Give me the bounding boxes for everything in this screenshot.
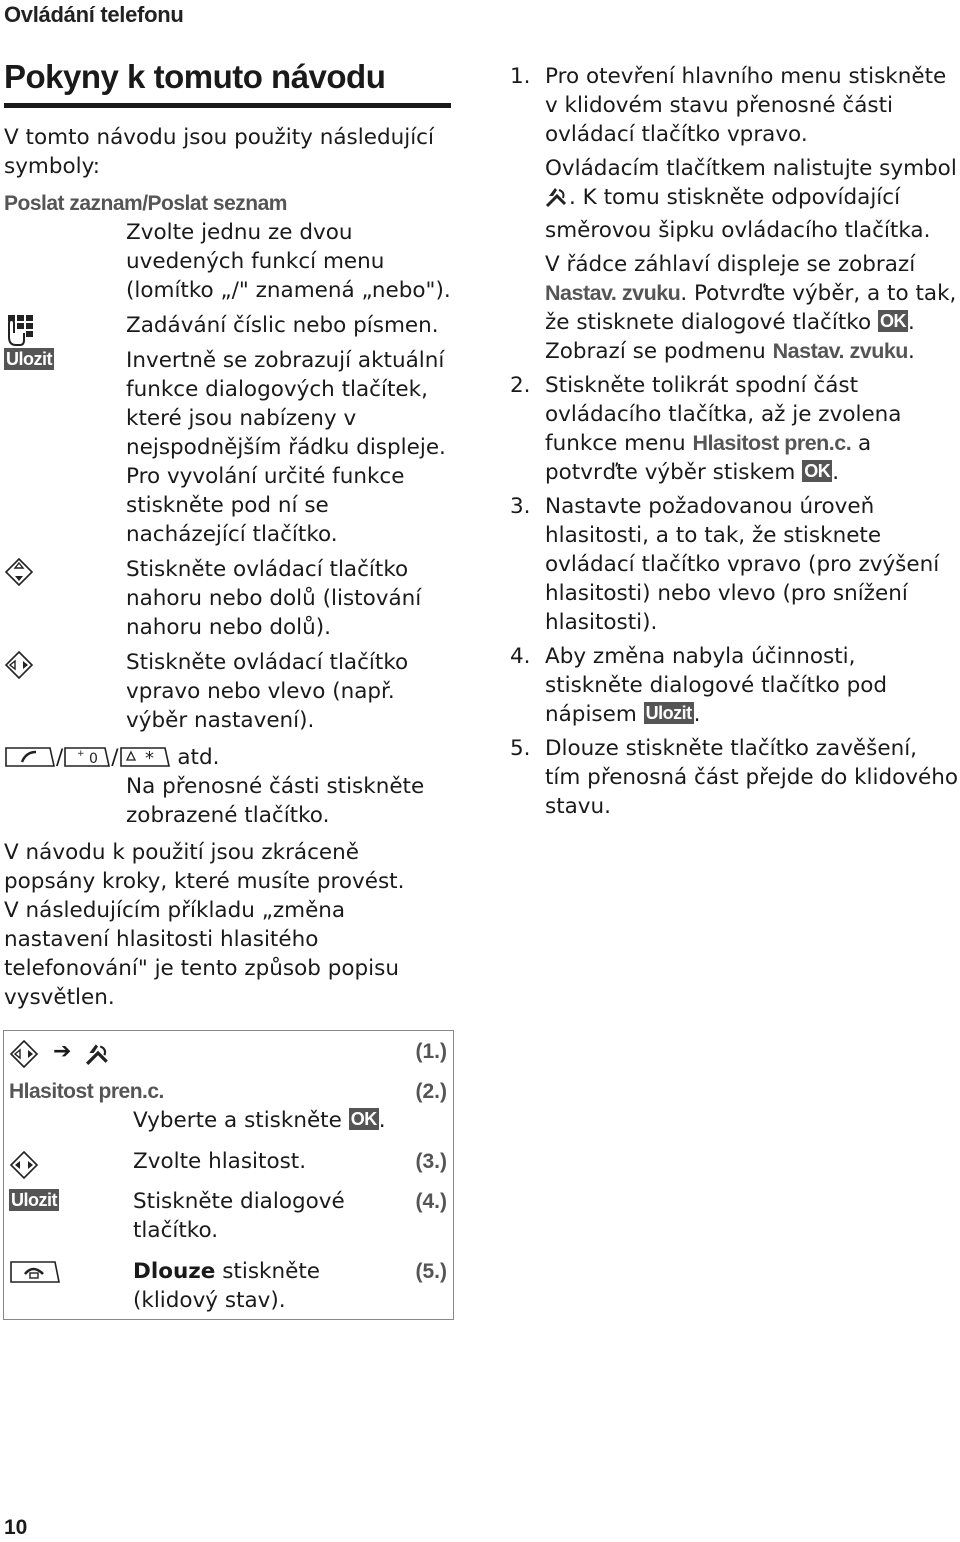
- step-text: a potvrďte výběr stiskem: [545, 431, 872, 485]
- step-number: 1.: [510, 64, 531, 89]
- symbol-nav-leftright: [4, 648, 452, 735]
- step-text: .: [378, 1108, 386, 1133]
- menu-name: Hlasitost pren.c.: [692, 431, 852, 455]
- step-2: [510, 371, 958, 487]
- example-text: [133, 1106, 408, 1135]
- step-text: Vyberte a stiskněte: [133, 1108, 342, 1133]
- step-number: 4.: [510, 644, 531, 669]
- nav-key-up-down-icon: [4, 557, 34, 595]
- ok-softkey: OK: [879, 311, 906, 331]
- nav-leftright-desc: Stiskněte ovládací tlačítko vpravo nebo vlevo (např. výběr nastavení).: [126, 650, 409, 733]
- softkey-desc: Invertně se zobrazují aktuální funkce dialogových tlačítek, které jsou nabízeny v nejspodnějším řádku displeje. Pro vyvolání určité funkce stiskněte pod ní se nacházející tlačítko.: [126, 348, 446, 547]
- symbol-nav-updown: [4, 555, 452, 642]
- svg-text:*: *: [144, 748, 154, 768]
- symbol-menu-option: [4, 218, 452, 305]
- symbol-softkey: [4, 346, 452, 549]
- menu-name: Nastav. zvuku: [545, 281, 681, 305]
- example-row-4: [9, 1187, 447, 1245]
- nav-key-right-icon: [9, 1039, 39, 1077]
- step-text: Nastavte požadovanou úroveň hlasitosti, a to tak, že stisknete ovládací tlačítko vpravo (pro zvýšení hlasitosti) nebo vlevo (pro snížení hlasitosti).: [545, 494, 940, 635]
- example-step-number: (3.): [415, 1150, 447, 1173]
- step-1-sub-2: [545, 250, 958, 366]
- softkey-label: Ulozit: [11, 1190, 57, 1210]
- ok-softkey: OK: [350, 1109, 377, 1129]
- step-number: 5.: [510, 736, 531, 761]
- svg-text:0: 0: [89, 751, 99, 767]
- right-column: [510, 62, 958, 826]
- para-2: V následujícím příkladu „změna nastavení hlasitosti hlasitého telefonování" je tento způsob popisu vysvětlen.: [4, 898, 399, 1010]
- para-1: V návodu k použití jsou zkráceně popsány kroky, které musíte provést.: [4, 840, 405, 894]
- talk-key-icon: [4, 746, 56, 776]
- step-text: .: [832, 460, 840, 485]
- menu-option-desc: Zvolte jednu ze dvou uvedených funkcí menu (lomítko „/" znamená „nebo").: [126, 220, 451, 303]
- step-text: .: [693, 702, 701, 727]
- menu-name: Hlasitost pren.c.: [9, 1080, 164, 1103]
- step-number: 3.: [510, 494, 531, 519]
- intro-text: V tomto návodu jsou použity následující symboly:: [4, 125, 434, 179]
- step-text: Stiskněte tolikrát spodní část ovládacího tlačítka, až je zvolena funkce menu: [545, 373, 902, 456]
- sound-settings-icon: [85, 1040, 111, 1074]
- key-sep-2: /: [111, 745, 119, 770]
- step-1: [510, 62, 958, 366]
- end-call-key-icon: [9, 1260, 61, 1292]
- menu-name: Nastav. zvuku: [772, 339, 908, 363]
- step-text: . Potvrďte výběr, a to tak, že stisknete dialogové tlačítko: [545, 281, 957, 335]
- example-row-5: [9, 1257, 447, 1315]
- keys-suffix: atd.: [177, 745, 220, 770]
- zero-key-icon: [63, 746, 111, 776]
- example-text: Stiskněte dialogové tlačítko.: [133, 1189, 345, 1243]
- key-icons-row: [4, 743, 452, 772]
- example-step-number: (2.): [415, 1080, 447, 1103]
- step-text: Aby změna nabyla účinnosti, stiskněte dialogové tlačítko pod nápisem: [545, 644, 888, 727]
- sound-settings-icon: [545, 184, 569, 216]
- step-text: . K tomu stiskněte odpovídající směrovou šipku ovládacího tlačítka.: [545, 185, 931, 243]
- example-box: [3, 1030, 454, 1320]
- example-row-2: [9, 1077, 447, 1135]
- step-text: Dlouze stiskněte tlačítko zavěšení, tím přenosná část přejde do klidového stavu.: [545, 736, 958, 819]
- step-4: [510, 642, 958, 729]
- nav-key-left-right-icon: [4, 650, 34, 688]
- left-column: [4, 123, 452, 1012]
- step-number: 2.: [510, 373, 531, 398]
- example-step-number: (4.): [415, 1190, 447, 1213]
- keypad-desc: Zadávání číslic nebo písmen.: [126, 313, 439, 338]
- example-row-3: [9, 1147, 447, 1176]
- keys-desc: Na přenosné části stiskněte zobrazené tlačítko.: [126, 774, 425, 828]
- example-step-number: (5.): [415, 1260, 447, 1283]
- step-text: V řádce záhlaví displeje se zobrazí: [545, 252, 916, 277]
- softkey-label: Ulozit: [645, 703, 692, 723]
- page-number: 10: [4, 1516, 28, 1539]
- step-text: Ovládacím tlačítkem nalistujte symbol: [545, 156, 957, 181]
- page-header: Ovládání telefonu: [4, 2, 184, 27]
- example-text: Zvolte hlasitost.: [133, 1149, 307, 1174]
- step-text: .: [907, 339, 915, 364]
- example-text: [133, 1257, 408, 1315]
- bold-text: Dlouze: [133, 1259, 216, 1284]
- title-rule: [4, 103, 451, 108]
- menu-option-label: Poslat zaznam/Poslat seznam: [4, 192, 287, 215]
- arrow-icon: ➔: [53, 1039, 72, 1064]
- section-title: Pokyny k tomuto návodu: [4, 58, 386, 95]
- svg-text:+: +: [77, 749, 85, 759]
- step-3: [510, 492, 958, 637]
- step-1-sub-1: [545, 154, 958, 245]
- step-text: Pro otevření hlavního menu stiskněte v klidovém stavu přenosné části ovládací tlačítko vpravo.: [545, 64, 947, 147]
- ok-softkey: OK: [804, 461, 831, 481]
- symbol-keys: [4, 743, 452, 830]
- step-text: . Zobrazí se podmenu: [545, 310, 915, 364]
- step-text: stiskněte (klidový stav).: [133, 1259, 320, 1313]
- symbol-keypad: [4, 311, 452, 340]
- step-5: [510, 734, 958, 821]
- key-sep-1: /: [56, 745, 64, 770]
- example-step-number: (1.): [415, 1040, 447, 1063]
- nav-updown-desc: Stiskněte ovládací tlačítko nahoru nebo dolů (listování nahoru nebo dolů).: [126, 557, 422, 640]
- softkey-label: Ulozit: [6, 349, 52, 369]
- nav-key-left-right-icon: [9, 1150, 39, 1188]
